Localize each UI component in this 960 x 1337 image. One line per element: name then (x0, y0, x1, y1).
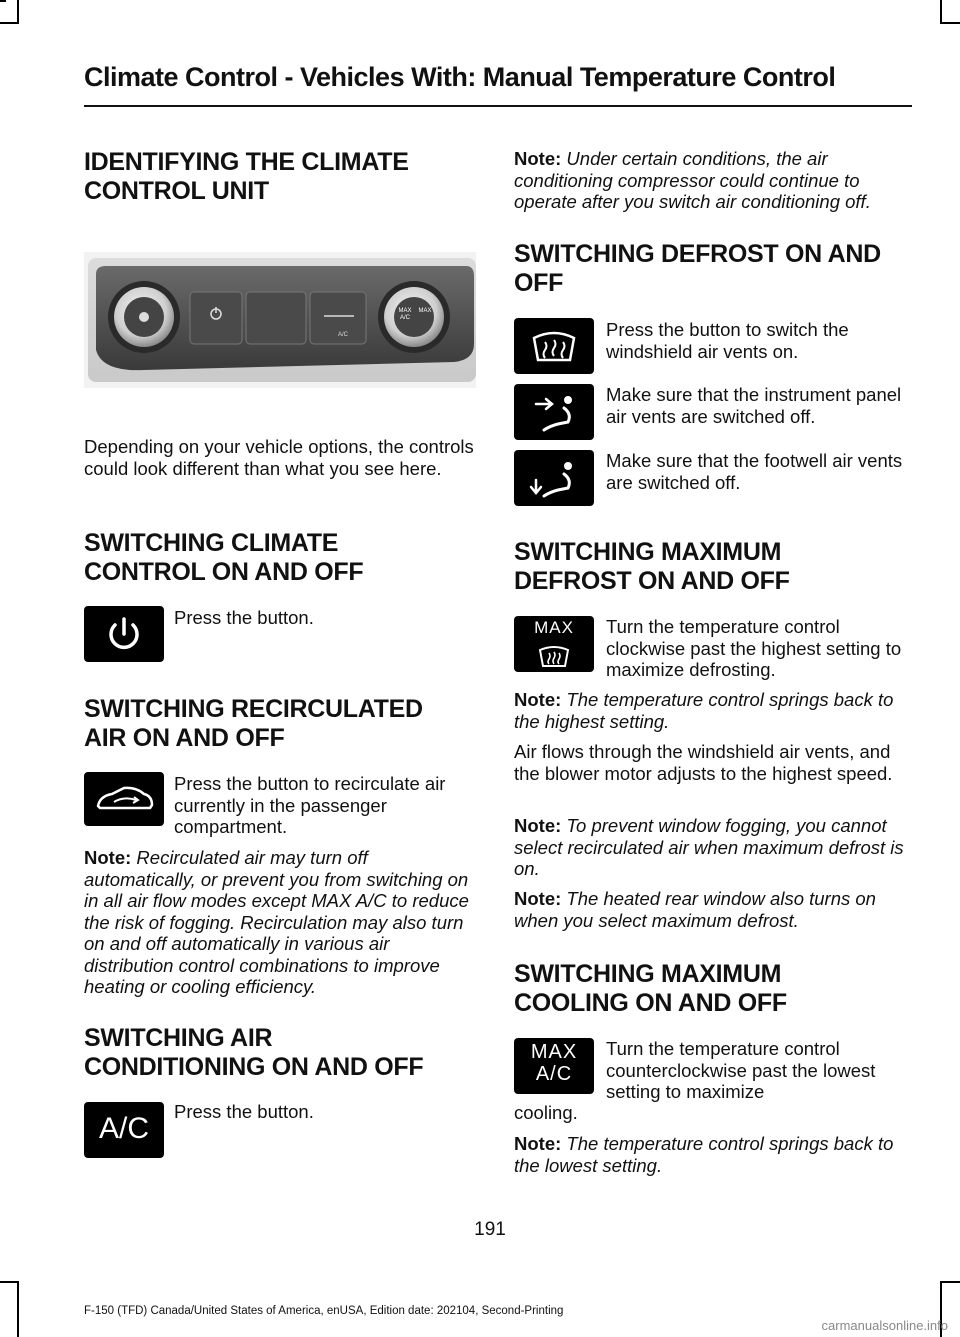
section-title-identifying (84, 148, 409, 206)
section-title-line: DEFROST ON AND OFF (514, 567, 790, 595)
panel-max-defrost-label: MAX (418, 308, 432, 314)
section-title-recirculated (84, 695, 423, 753)
section-title-line: COOLING ON AND OFF (514, 989, 787, 1017)
section-title-line: SWITCHING MAXIMUM (514, 538, 782, 566)
paragraph: Air flows through the windshield air vents, and the blower motor adjusts to the highest speed. (514, 741, 893, 784)
note-text: The temperature control springs back to the lowest setting. (514, 1133, 894, 1176)
paragraph: cooling. (514, 1102, 578, 1123)
crop-mark (940, 1281, 960, 1283)
climate-control-panel-drawing (84, 252, 476, 388)
note-text: The heated rear window also turns on when you select maximum defrost. (514, 888, 876, 931)
section-title-climate-on-off (84, 529, 363, 587)
ac-icon-text: A/C (98, 1112, 149, 1145)
note-label: Note: (514, 1133, 562, 1154)
section-title-line: SWITCHING AIR (84, 1024, 273, 1052)
note-label: Note: (84, 847, 132, 868)
crop-mark (940, 0, 942, 22)
section-title-line: CONTROL ON AND OFF (84, 558, 364, 586)
section-title-line: CONTROL UNIT (84, 177, 269, 205)
note-label: Note: (514, 888, 562, 909)
paragraph: Press the button to switch the windshield air vents on. (606, 319, 849, 362)
paragraph: Depending on your vehicle options, the controls could look different than what you see here. (84, 436, 474, 479)
crop-mark (940, 22, 960, 24)
paragraph: Press the button to recirculate air currently in the passenger compartment. (174, 773, 446, 837)
note (514, 689, 912, 732)
crop-mark (17, 0, 19, 22)
section-title-line: AIR ON AND OFF (84, 724, 285, 752)
recirculation-car-icon (84, 772, 164, 826)
climate-control-panel-image (84, 252, 476, 388)
note (84, 847, 476, 998)
paragraph: Turn the temperature control counterclockwise past the lowest setting to maximize (606, 1038, 876, 1102)
section-title-line: OFF (514, 269, 564, 297)
max-ac-icon (514, 1038, 594, 1094)
note-text: To prevent window fogging, you cannot select recirculated air when maximum defrost is on. (514, 815, 904, 879)
footwell-vent-icon (514, 450, 594, 506)
paragraph: Turn the temperature control clockwise past the highest setting to maximize defrosting. (606, 616, 902, 680)
note (514, 1133, 912, 1176)
section-title-max-defrost (514, 538, 790, 596)
paragraph: Make sure that the footwell air vents are switched off. (606, 450, 903, 493)
header-rule (84, 105, 912, 107)
ac-icon (84, 1102, 164, 1158)
crop-mark (0, 0, 6, 2)
section-title-defrost (514, 240, 881, 298)
page-header-title: Climate Control - Vehicles With: Manual Temperature Control (84, 62, 836, 92)
max-ac-icon-line: A/C (535, 1063, 573, 1085)
section-title-line: IDENTIFYING THE CLIMATE (84, 148, 409, 176)
watermark: carmanualsonline.info (821, 1318, 948, 1333)
section-title-line: CONDITIONING ON AND OFF (84, 1053, 424, 1081)
panel-label: MAX (398, 308, 412, 314)
section-title-line: SWITCHING DEFROST ON AND (514, 240, 881, 268)
paragraph: Press the button. (174, 1101, 314, 1122)
paragraph: Make sure that the instrument panel air vents are switched off. (606, 384, 902, 427)
note (514, 815, 912, 880)
section-title-line: SWITCHING CLIMATE (84, 529, 339, 557)
panel-max-ac-label (396, 308, 414, 322)
section-title-line: SWITCHING RECIRCULATED (84, 695, 423, 723)
note-label: Note: (514, 815, 562, 836)
section-title-air-conditioning (84, 1024, 423, 1082)
edition-line: F-150 (TFD) Canada/United States of America, enUSA, Edition date: 202104, Second-Printing (84, 1305, 564, 1317)
note (514, 888, 912, 931)
paragraph: Press the button. (174, 607, 314, 628)
note-label: Note: (514, 148, 562, 169)
power-icon (84, 606, 164, 662)
panel-ac-label: A/C (338, 332, 349, 338)
max-ac-icon-text (514, 1041, 594, 1085)
max-defrost-icon (514, 616, 594, 672)
max-ac-icon-line: MAX (530, 1041, 578, 1063)
note-text: The temperature control springs back to the highest setting. (514, 689, 894, 732)
note-text: Recirculated air may turn off automatically, or prevent you from switching on in all air flow modes except MAX A/C to reduce the risk of fogging. Recirculation may also turn on and off automatically in various air distribution control combinations to improve heating or cooling efficiency. (84, 847, 469, 997)
section-title-max-cooling (514, 960, 787, 1018)
section-title-line: SWITCHING MAXIMUM (514, 960, 782, 988)
crop-mark (17, 1281, 19, 1337)
panel-label: A/C (399, 315, 410, 321)
max-defrost-icon-text: MAX (534, 618, 574, 637)
note-label: Note: (514, 689, 562, 710)
crop-mark (0, 22, 19, 24)
page-number: 191 (474, 1219, 506, 1240)
panel-vent-icon (514, 384, 594, 440)
note-text: Under certain conditions, the air conditioning compressor could continue to operate after you switch air conditioning off. (514, 148, 871, 212)
note (514, 148, 912, 213)
windshield-defrost-icon (514, 318, 594, 374)
